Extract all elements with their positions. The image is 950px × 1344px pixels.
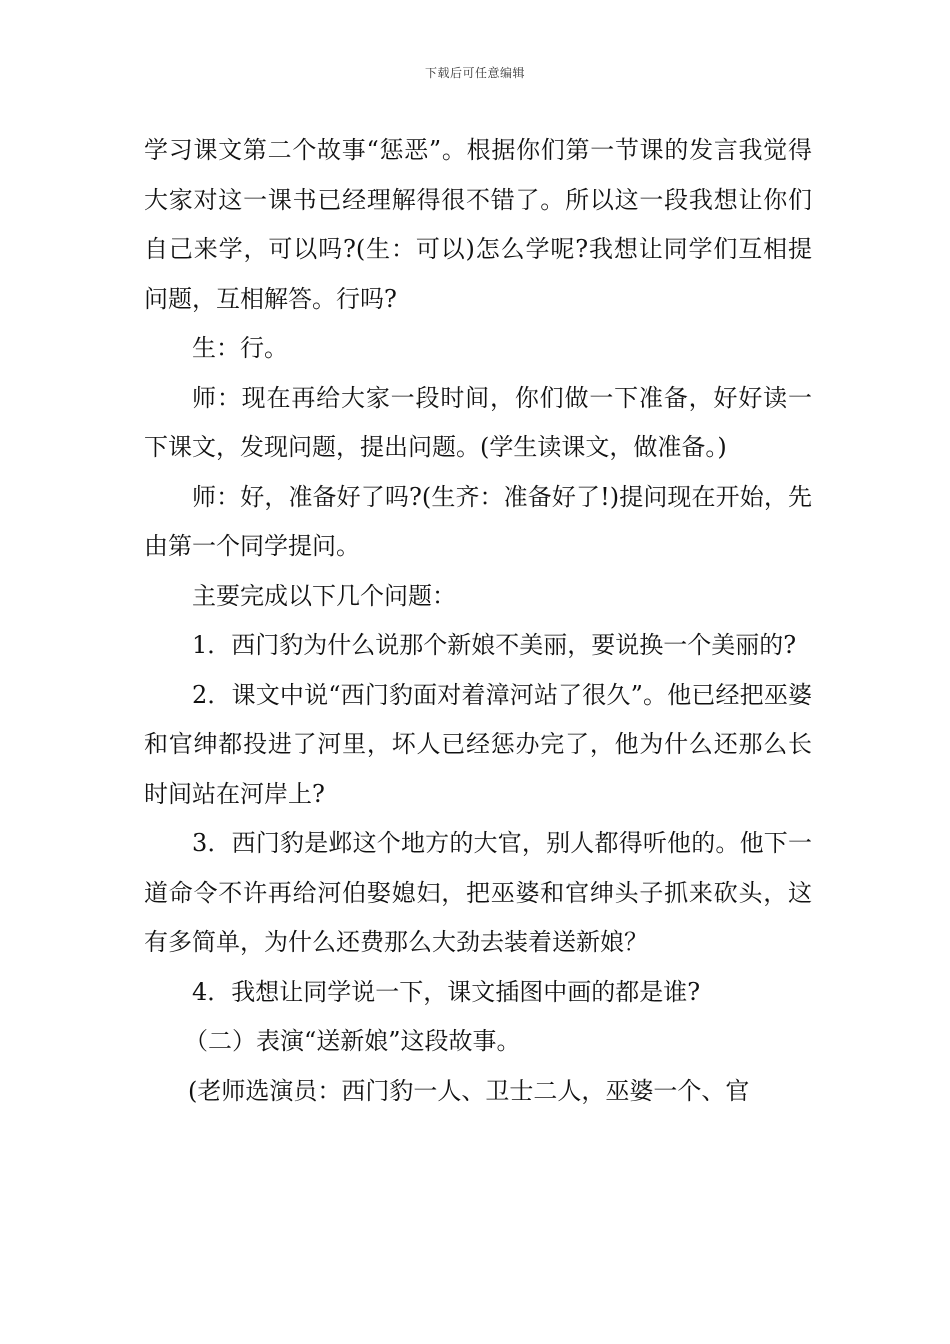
question-item-4: 4．我想让同学说一下，课文插图中画的都是谁? (192, 977, 701, 1006)
paragraph-questions-heading: 主要完成以下几个问题： (192, 581, 456, 610)
document-body (144, 126, 812, 1116)
paragraph-teacher-start: 师：好，准备好了吗?(生齐：准备好了!)提问现在开始，先由第一个同学提问。 (144, 482, 812, 560)
paragraph-casting: (老师选演员：西门豹一人、卫士二人，巫婆一个、官 (188, 1076, 750, 1105)
question-item-2: 2．课文中说“西门豹面对着漳河站了很久”。他已经把巫婆和官绅都投进了河里，坏人已经惩办完了，他为什么还那么长时间站在河岸上? (144, 680, 812, 808)
page-header: 下载后可任意编辑 (424, 66, 525, 80)
question-item-1: 1．西门豹为什么说那个新娘不美丽，要说换一个美丽的? (192, 631, 797, 659)
paragraph-teacher-prepare: 师：现在再给大家一段时间，你们做一下准备，好好读一下课文，发现问题，提出问题。(学生读课文，做准备。) (144, 383, 812, 461)
paragraph-intro: 学习课文第二个故事“惩恶”。根据你们第一节课的发言我觉得大家对这一课书已经理解得很不错了。所以这一段我想让你们自己来学，可以吗?(生：可以)怎么学呢?我想让同学们互相提问题，互相解答。行吗? (144, 136, 812, 313)
paragraph-student-reply: 生：行。 (192, 334, 288, 362)
question-item-3: 3．西门豹是邺这个地方的大官，别人都得听他的。他下一道命令不许再给河伯娶媳妇，把巫婆和官绅头子抓来砍头，这有多简单，为什么还费那么大劲去装着送新娘？ (144, 829, 812, 956)
section-heading-performance: （二）表演“送新娘”这段故事。 (184, 1027, 521, 1055)
